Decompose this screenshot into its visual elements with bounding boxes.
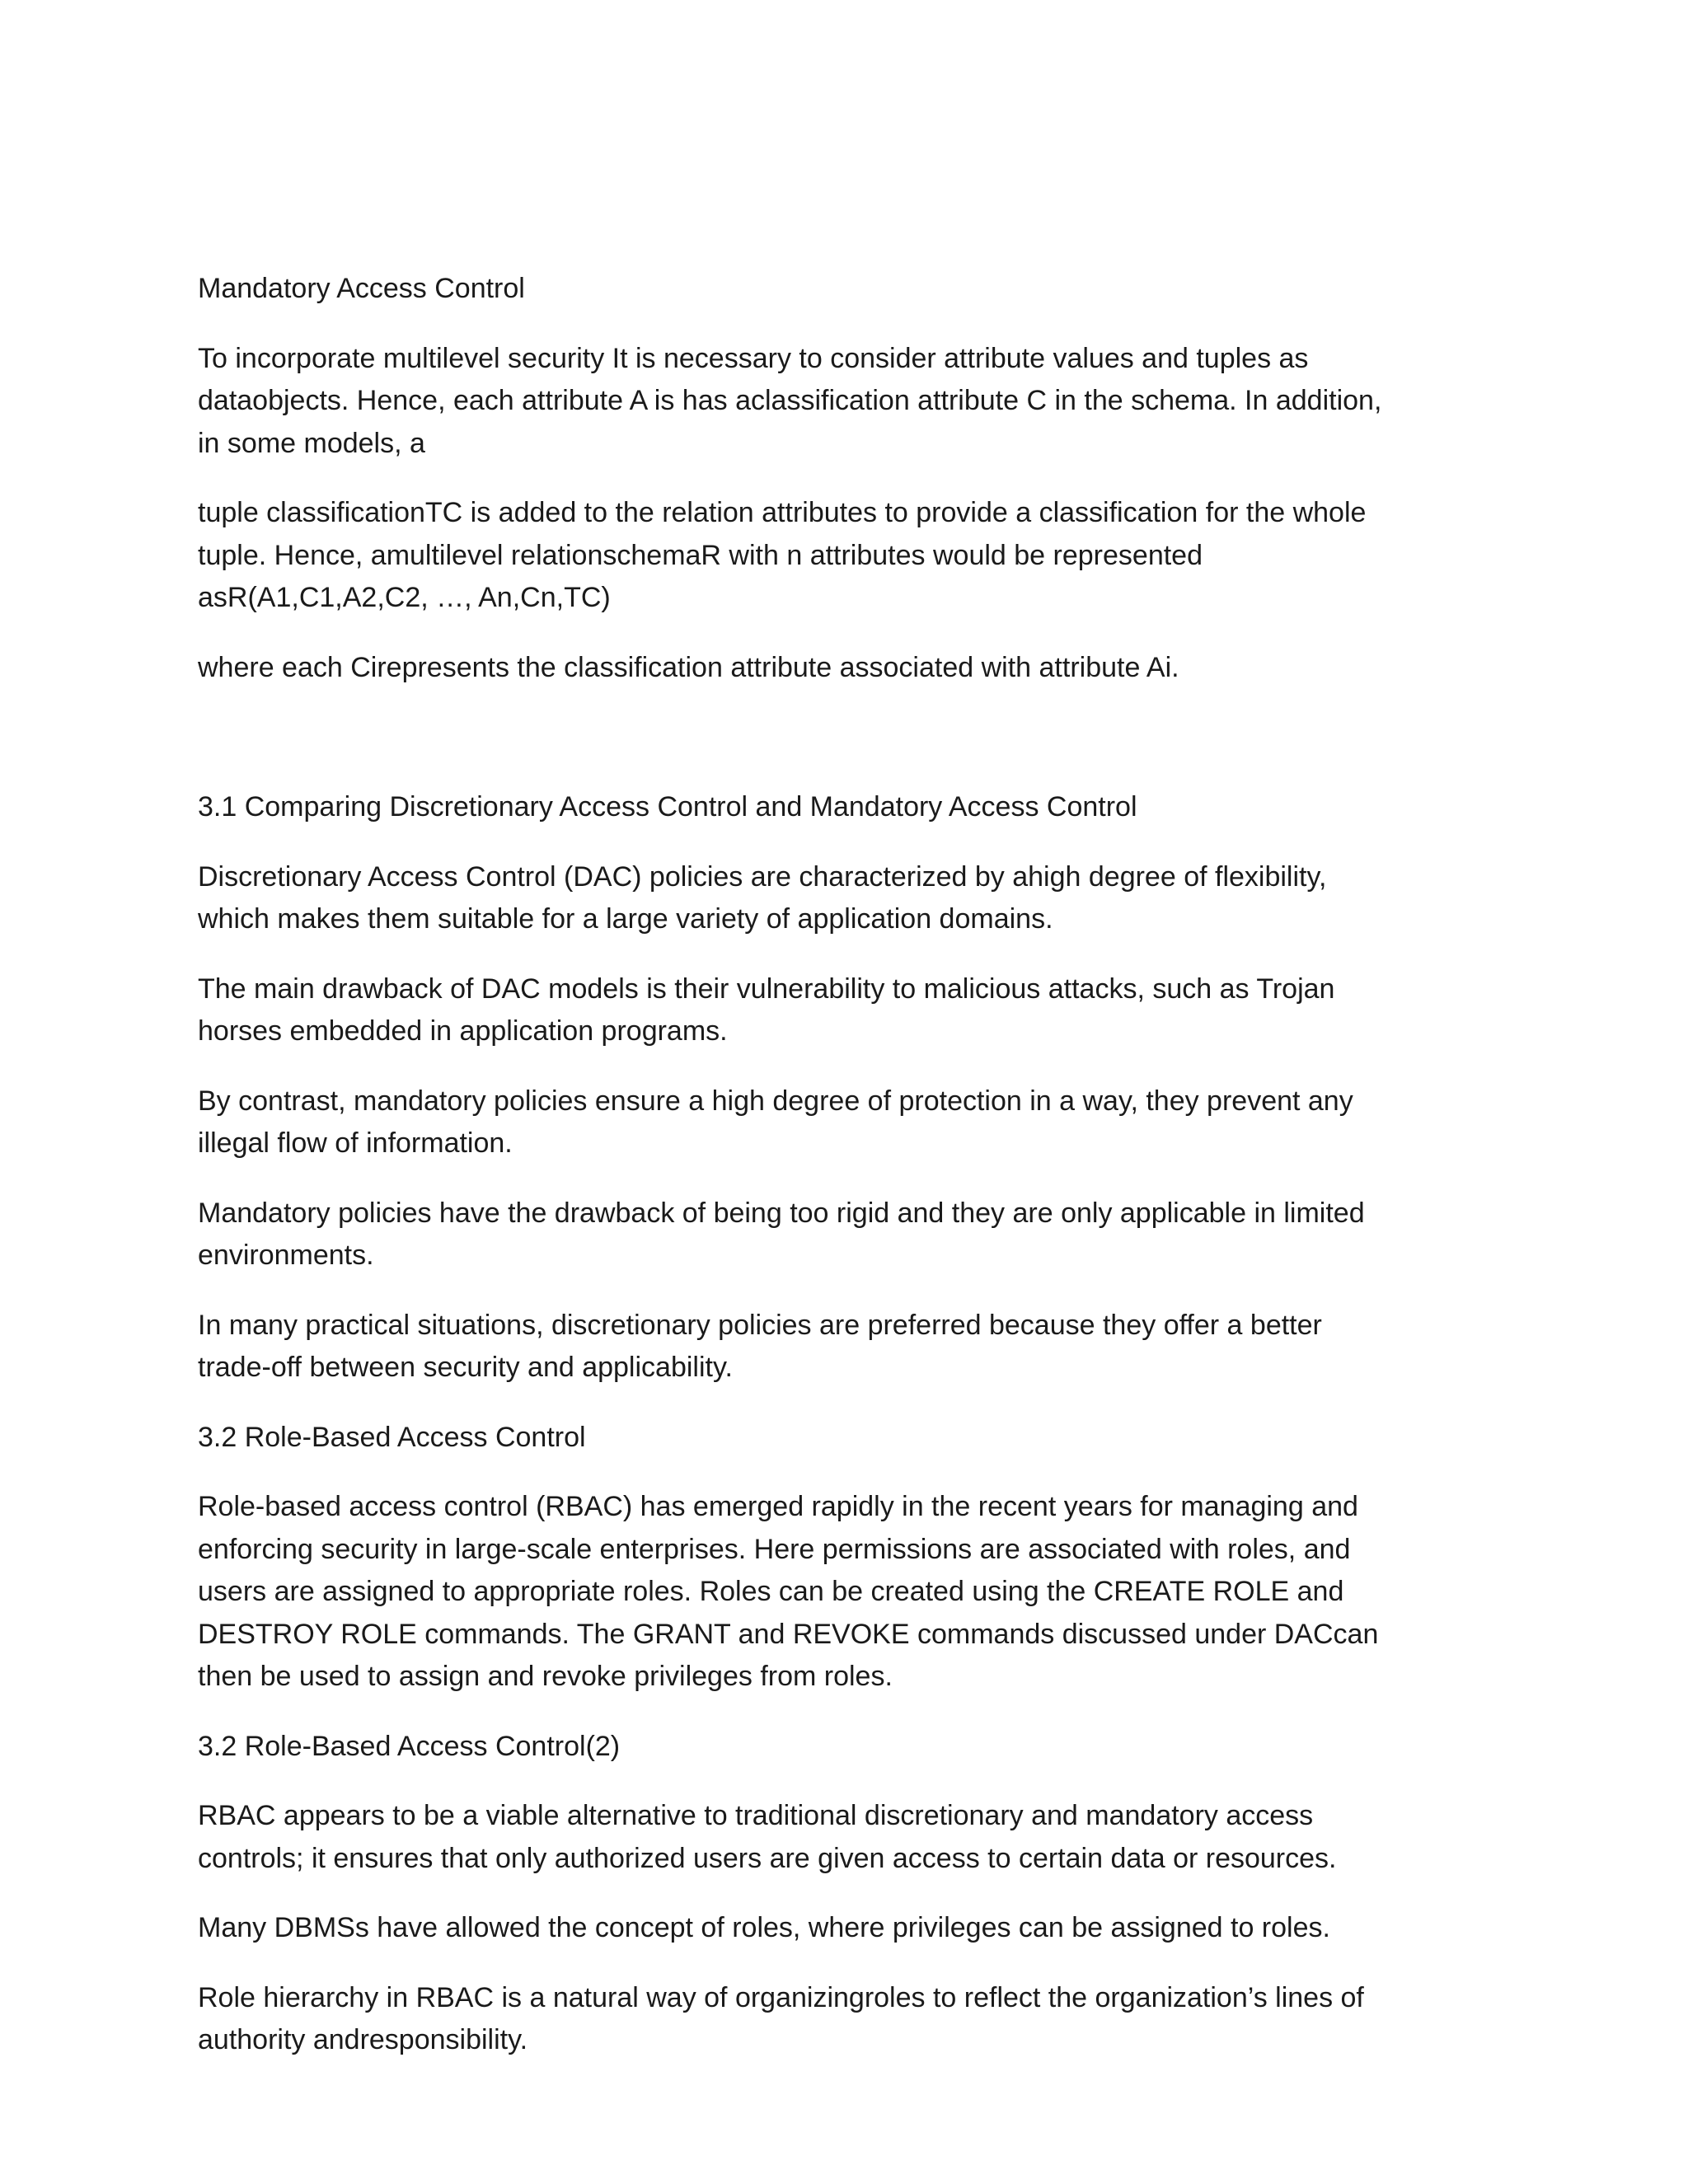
paragraph-tuple-classification: tuple classificationTC is added to the relation attributes to provide a classification for the whole tuple. Hence, amultilevel relationschemaR with n attributes would be represented asR(A1,C1,A2,C2, …, An,Cn,TC) — [198, 497, 1367, 613]
paragraph-dbms-roles: Many DBMSs have allowed the concept of roles, where privileges can be assigned to roles. — [198, 1912, 1330, 1943]
paragraph-rbac-alternative: RBAC appears to be a viable alternative to traditional discretionary and mandatory access controls; it ensures that only authorized users are given access to certain data or resources. — [198, 1800, 1337, 1874]
section-heading-3-2-part-2: 3.2 Role-Based Access Control(2) — [198, 1730, 621, 1762]
paragraph-mandatory-drawback: Mandatory policies have the drawback of being too rigid and they are only applicable in limited environments. — [198, 1197, 1365, 1271]
section-heading-3-2: 3.2 Role-Based Access Control — [198, 1421, 586, 1453]
paragraph-dac-flexibility: Discretionary Access Control (DAC) policies are characterized by ahigh degree of flexibility, which makes them suitable for a large variety of application domains. — [198, 860, 1327, 935]
section-title-mandatory-access-control: Mandatory Access Control — [198, 273, 525, 304]
paragraph-dac-drawback: The main drawback of DAC models is their vulnerability to malicious attacks, such as Trojan horses embedded in application programs. — [198, 972, 1335, 1047]
paragraph-multilevel-security: To incorporate multilevel security It is necessary to consider attribute values and tuples as dataobjects. Hence, each attribute A is has aclassification attribute C in the schema. In addition, in some models, a — [198, 342, 1382, 459]
paragraph-discretionary-preferred: In many practical situations, discretionary policies are preferred because they offer a better trade-off between security and applicability. — [198, 1309, 1322, 1383]
paragraph-rbac-intro: Role-based access control (RBAC) has emerged rapidly in the recent years for managing and enforcing security in large-scale enterprises. Here permissions are associated with roles, and users are assigned to appropriate roles. Roles can be created using the CREATE ROLE and DESTROY ROLE commands. The GRANT and REVOKE commands discussed under DACcan then be used to assign and revoke privileges from roles. — [198, 1491, 1379, 1692]
paragraph-role-hierarchy: Role hierarchy in RBAC is a natural way of organizingroles to reflect the organization’s lines of authority andresponsibility. — [198, 1981, 1364, 2055]
paragraph-mandatory-protection: By contrast, mandatory policies ensure a high degree of protection in a way, they prevent any illegal flow of information. — [198, 1085, 1353, 1159]
document-body — [198, 268, 1385, 2089]
section-heading-3-1: 3.1 Comparing Discretionary Access Control and Mandatory Access Control — [198, 791, 1137, 823]
paragraph-classification-attribute: where each Cirepresents the classification attribute associated with attribute Ai. — [198, 651, 1179, 683]
